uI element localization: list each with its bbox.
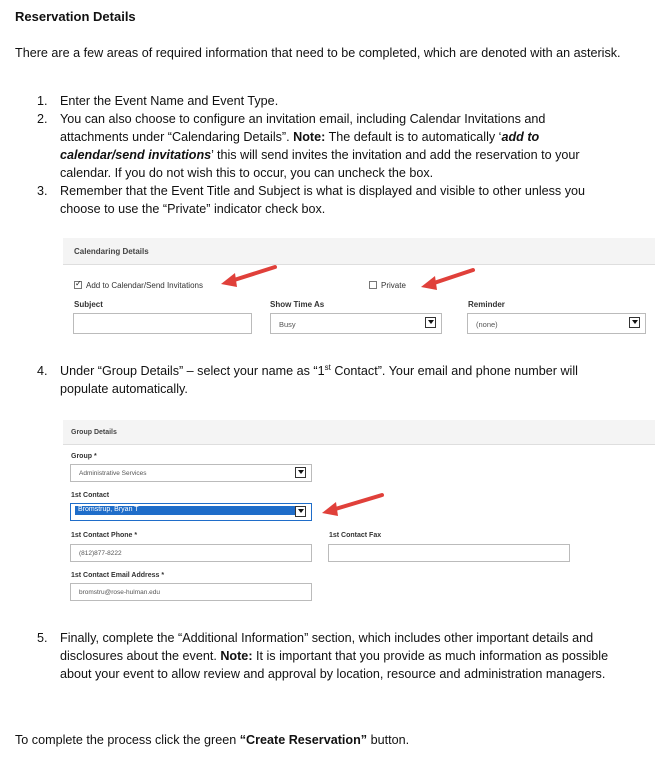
chevron-down-icon xyxy=(295,506,306,517)
step-number: 5. xyxy=(37,631,48,645)
group-select[interactable]: Administrative Services xyxy=(70,464,312,482)
show-time-select[interactable]: Busy xyxy=(270,313,442,334)
note-label: Note: xyxy=(220,649,253,663)
fax-input[interactable] xyxy=(328,544,570,562)
show-time-label: Show Time As xyxy=(270,300,325,309)
step-text: Finally, complete the “Additional Information” section, which includes other important details and disclosures about the event. Note: It is important that you provide as much information as possible about your event to allow review and approval by location, resource and administration managers. xyxy=(60,631,609,681)
reminder-select[interactable]: (none) xyxy=(467,313,646,334)
calendaring-header: Calendaring Details xyxy=(63,238,655,265)
phone-label: 1st Contact Phone * xyxy=(71,532,138,539)
fax-label: 1st Contact Fax xyxy=(329,532,382,539)
contact-select[interactable]: Bromstrup, Bryan T xyxy=(70,503,312,521)
step-text: Enter the Event Name and Event Type. xyxy=(60,94,279,108)
arrow-icon xyxy=(215,262,280,290)
arrow-icon xyxy=(316,490,388,520)
reminder-label: Reminder xyxy=(468,300,505,309)
closing-paragraph: To complete the process click the green “Create Reservation” button. xyxy=(15,733,410,747)
private-label: Private xyxy=(381,281,406,290)
chevron-down-icon xyxy=(425,317,436,328)
add-to-calendar-label: Add to Calendar/Send Invitations xyxy=(86,281,203,290)
subject-input[interactable] xyxy=(73,313,252,334)
step-text: Under “Group Details” – select your name as “1st Contact”. Your email and phone number will populate automatically. xyxy=(60,362,578,396)
group-label: Group * xyxy=(71,453,97,460)
step-text: Remember that the Event Title and Subject is what is displayed and visible to other unless you choose to use the “Private” indicator check box. xyxy=(60,184,586,216)
page-title: Reservation Details xyxy=(15,9,136,24)
chevron-down-icon xyxy=(629,317,640,328)
arrow-icon xyxy=(415,265,480,293)
phone-input[interactable]: (812)877-8222 xyxy=(70,544,312,562)
step-text: You can also choose to configure an invitation email, including Calendar Invitations and attachments under “Calendaring Details”. Note: The default is to automatically ‘add to calendar/send invitations’ this will send invites the invitation and add the reservation to your calendar. If you do not wish this to occur, you can uncheck the box. xyxy=(60,112,580,180)
contact-label: 1st Contact xyxy=(71,492,110,499)
private-checkbox[interactable] xyxy=(369,281,377,289)
intro-paragraph: There are a few areas of required information that need to be completed, which are denoted with an asterisk. xyxy=(15,46,621,60)
email-label: 1st Contact Email Address * xyxy=(71,572,165,579)
subject-label: Subject xyxy=(74,300,103,309)
emphasis: add to calendar/send invitations xyxy=(60,130,540,162)
calendaring-details-screenshot xyxy=(63,238,655,338)
step-number: 2. xyxy=(37,112,48,126)
chevron-down-icon xyxy=(295,467,306,478)
step-number: 1. xyxy=(37,94,48,108)
step-number: 3. xyxy=(37,184,48,198)
add-to-calendar-checkbox[interactable] xyxy=(74,281,82,289)
step-number: 4. xyxy=(37,364,48,378)
email-input[interactable]: bromstru@rose-hulman.edu xyxy=(70,583,312,601)
create-reservation-reference: “Create Reservation” xyxy=(239,733,368,747)
note-label: Note: xyxy=(293,130,326,144)
group-header: Group Details xyxy=(63,420,655,445)
